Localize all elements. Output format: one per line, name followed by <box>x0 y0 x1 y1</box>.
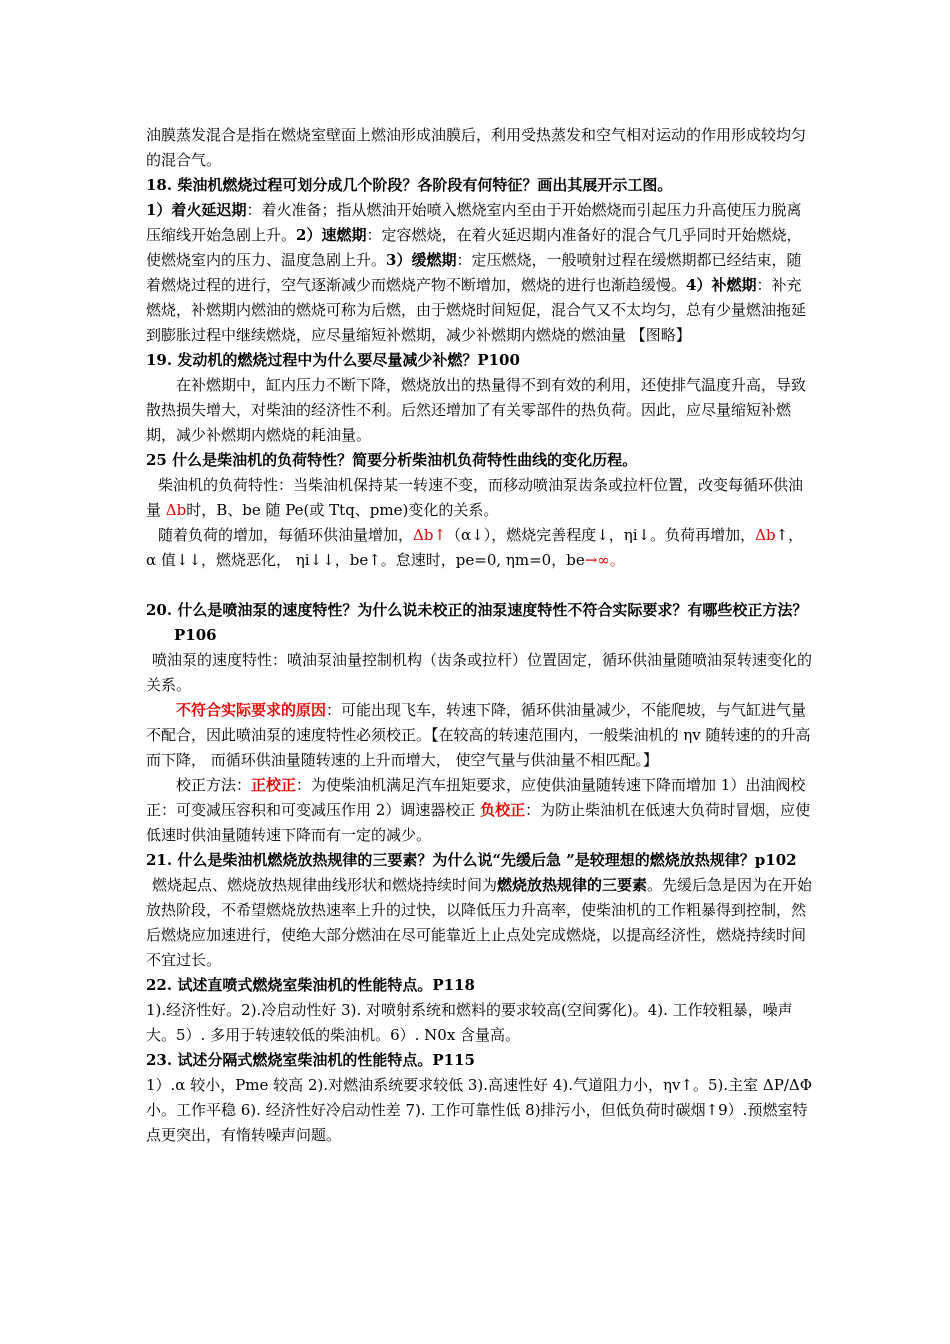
delta-b-symbol: Δb <box>165 501 187 519</box>
question-23: 23. 试述分隔式燃烧室柴油机的性能特点。P115 <box>146 1051 475 1069</box>
answer-20-definition: 喷油泵的速度特性：喷油泵油量控制机构（齿条或拉杆）位置固定，循环供油量随喷油泵转速变化的关系。 <box>146 651 813 694</box>
stage-4-text: ：补充燃烧，补燃期内燃油的燃烧可称为后燃，由于燃烧时间短促，混合气又不太均匀，总有少量燃油拖延到膨胀过程中继续燃烧，应尽量缩短补燃期，减少补燃期内燃烧的燃油量 【图略】 <box>146 276 807 344</box>
stage-1-label: 1）着火延迟期 <box>146 201 247 219</box>
stage-2-text: ：定容燃烧，在着火延迟期内准备好的混合气几乎同时开始燃烧，使燃烧室内的压力、温度急剧上升。 <box>146 226 802 269</box>
question-21: 21. 什么是柴油机燃烧放热规律的三要素？为什么说“先缓后急 ”是较理想的燃烧放热规律？p102 <box>146 851 797 869</box>
stage-1-text: ：着火准备；指从燃油开始喷入燃烧室内至由于开始燃烧而引起压力升高使压力脱离压缩线开始急剧上升。 <box>146 201 802 244</box>
question-20: 20. 什么是喷油泵的速度特性？为什么说未校正的油泵速度特性不符合实际要求？有哪些校正方法？P106 <box>146 601 808 644</box>
answer-23: 1）.α 较小，Pme 较高 2).对燃油系统要求较低 3).高速性好 4).气道阻力小，ηv↑。5).主室 ΔP/ΔΦ 小。工作平稳 6). 经济性好冷启动性差 7). 工作可靠性低 8)排污小，但低负荷时碳烟↑9）.预燃室特点更突出，有惰转噪声问题。 <box>146 1076 813 1144</box>
reason-text: ：可能出现飞车，转速下降，循环供油量减少，不能爬坡，与气缸进气量不配合，因此喷油泵的速度特性必须校正。【在较高的转速范围内，一般柴油机的 ηv 随转速的的升高而下降， 而循环供油量随转速的上升而增大， 使空气量与供油量不相匹配。】 <box>146 701 811 769</box>
answer-21 <box>146 873 814 973</box>
answer-25-analysis <box>146 523 814 573</box>
question-22: 22. 试述直喷式燃烧室柴油机的性能特点。P118 <box>146 976 475 994</box>
methods-label: 校正方法： <box>176 776 252 794</box>
analysis-text-1: 随着负荷的增加，每循环供油量增加， <box>158 526 414 544</box>
question-18: 18. 柴油机燃烧过程可划分成几个阶段？各阶段有何特征？画出其展开示工图。 <box>146 176 673 194</box>
answer-20-methods <box>146 773 814 848</box>
stage-4-label: 4）补燃期 <box>686 276 757 294</box>
stage-2-label: 2）速燃期 <box>296 226 367 244</box>
answer-21-text-2: 。先缓后急是因为在开始放热阶段，不希望燃烧放热速率上升的过快，以降低压力升高率，使柴油机的工作粗暴得到控制，然后燃烧应加速进行，使绝大部分燃油在尽可能靠近上止点处完成燃烧，以提高经济性，燃烧持续时间不宜过长。 <box>146 876 813 969</box>
delta-b-up-symbol: Δb↑ <box>413 526 447 544</box>
delta-b-symbol-2: Δb <box>755 526 776 544</box>
reason-label: 不符合实际要求的原因 <box>176 701 327 719</box>
answer-25-definition-tail: 时，B、be 随 Pe(或 Ttq、pme)变化的关系。 <box>186 501 499 519</box>
stage-3-text: ：定压燃烧，一般喷射过程在缓燃期都已经结束，随着燃烧过程的进行，空气逐渐减少而燃烧产物不断增加，燃烧的进行也渐趋缓慢。 <box>146 251 802 294</box>
analysis-text-2: （α↓），燃烧完善程度↓，ηi↓。负荷再增加， <box>446 526 756 544</box>
positive-correction-text: ：为使柴油机满足汽车扭矩要求，应使供油量随转速下降而增加 1）出油阀校正：可变减压容积和可变减压作用 2）调速器校正 <box>146 776 806 819</box>
answer-18 <box>146 198 814 348</box>
blank-line <box>146 573 814 598</box>
answer-25-definition-text: 柴油机的负荷特性：当柴油机保持某一转速不变，而移动喷油泵齿条或拉杆位置，改变每循环供油量 <box>146 476 804 519</box>
paragraph-oil-film: 油膜蒸发混合是指在燃烧室壁面上燃油形成油膜后，利用受热蒸发和空气相对运动的作用形成较均匀的混合气。 <box>146 126 807 169</box>
positive-correction-label: 正校正 <box>251 776 297 794</box>
infinity-arrow-symbol: →∞。 <box>584 551 625 569</box>
answer-19: 在补燃期中，缸内压力不断下降，燃烧放出的热量得不到有效的利用，还使排气温度升高，导致散热损失增大，对柴油的经济性不利。后然还增加了有关零部件的热负荷。因此，应尽量缩短补燃期，减少补燃期内燃烧的耗油量。 <box>146 376 807 444</box>
answer-21-text-1: 燃烧起点、燃烧放热规律曲线形状和燃烧持续时间为 <box>152 876 498 894</box>
document-body <box>146 123 814 1148</box>
three-elements-term: 燃烧放热规律的三要素 <box>497 876 648 894</box>
answer-20-reason <box>146 698 814 773</box>
analysis-text-3: ↑， α 值↓↓，燃烧恶化， ηi↓↓，be↑。怠速时，pe=0, ηm=0，be <box>146 526 804 569</box>
stage-3-label: 3）缓燃期 <box>386 251 457 269</box>
question-25: 25 什么是柴油机的负荷特性？简要分析柴油机负荷特性曲线的变化历程。 <box>146 451 638 469</box>
answer-25-definition <box>146 473 814 523</box>
answer-22: 1).经济性好。2).冷启动性好 3). 对喷射系统和燃料的要求较高(空间雾化)。4). 工作较粗暴，噪声大。5）. 多用于转速较低的柴油机。6）. N0x 含量高。 <box>146 1001 793 1044</box>
negative-correction-text: ：为防止柴油机在低速大负荷时冒烟，应使低速时供油量随转速下降而有一定的减少。 <box>146 801 811 844</box>
question-19: 19. 发动机的燃烧过程中为什么要尽量减少补燃？P100 <box>146 351 520 369</box>
negative-correction-label: 负校正 <box>480 801 526 819</box>
